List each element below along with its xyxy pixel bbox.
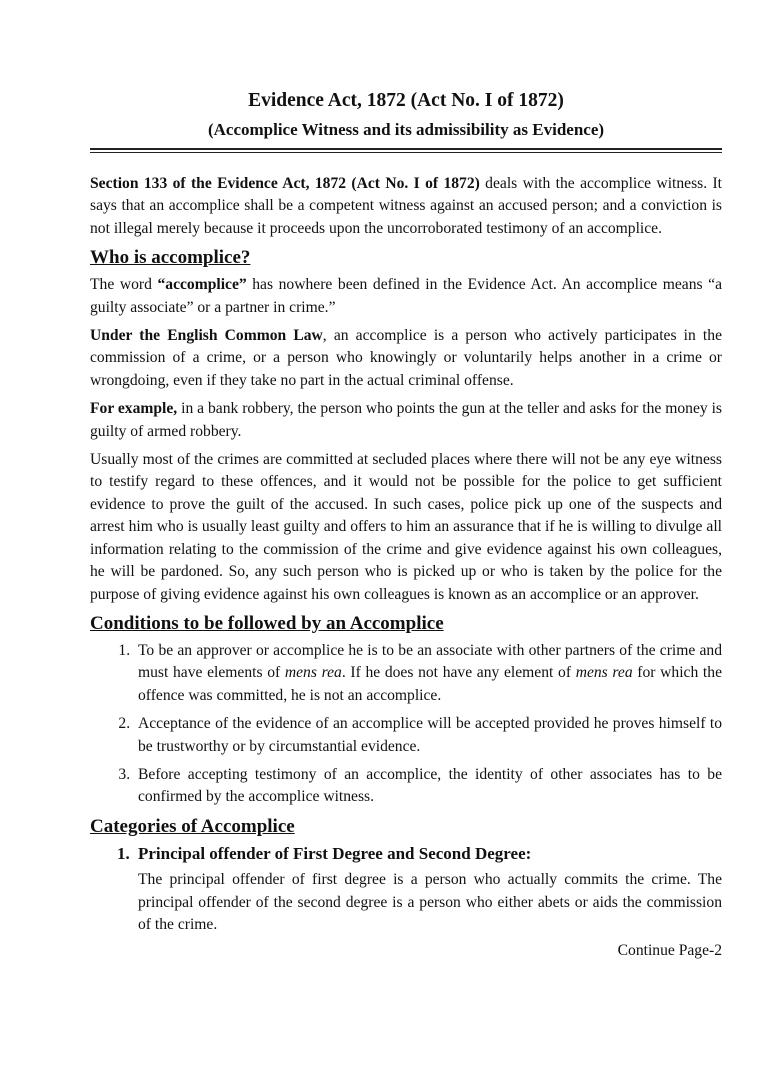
category-item: 1. Principal offender of First Degree and Second Degree: The principal offender of first degree is a person who actually commits the crime. The principal offender of the second degree is a person who either abets or aids the commission of the crime. <box>134 843 722 937</box>
example-paragraph: For example, in a bank robbery, the person who points the gun at the teller and asks for the money is guilty of armed robbery. <box>90 400 722 440</box>
continue-note: Continue Page-2 <box>617 942 722 960</box>
explanation-paragraph: Usually most of the crimes are committed at secluded places where there will not be any eye witness to testify regard to these offences, and it would not be possible for the police to get sufficient evidence to prove the guilt of the accused. In such cases, police pick up one of the suspects and arrest him who is usually least guilty and offers to him an assurance that if he is willing to divulge all information relating to the commission of the crime and give evidence against his own colleagues, he will be pardoned. So, any such person who is picked up or who is taken by the police for the purpose of giving evidence against his own colleagues is known as an accomplice or an approver. <box>90 451 722 603</box>
document-subtitle: (Accomplice Witness and its admissibility as Evidence) <box>207 120 605 139</box>
condition-item: 1. To be an approver or accomplice he is to be an associate with other partners of the crime and must have elements of mens rea. If he does not have any element of mens rea for which the offence was committed, he is not an accomplice. <box>134 640 722 707</box>
categories-list <box>90 843 722 937</box>
conditions-list <box>90 640 722 809</box>
double-divider <box>90 148 722 153</box>
intro-paragraph: Section 133 of the Evidence Act, 1872 (Act No. I of 1872) deals with the accomplice witness. It says that an accomplice shall be a competent witness against an accused person; and a conviction is not illegal merely because it proceeds upon the uncorroborated testimony of an accomplice. <box>90 175 722 237</box>
common-law-paragraph: Under the English Common Law, an accomplice is a person who actively participates in the commission of a crime, or a person who knowingly or voluntarily helps another in a crime or wrongdoing, even if they take no part in the actual criminal offense. <box>90 327 722 389</box>
heading-who-is-accomplice: Who is accomplice? <box>90 247 251 269</box>
condition-item: 2. Acceptance of the evidence of an accomplice will be accepted provided he proves himself to be trustworthy or by circumstantial evidence. <box>134 713 722 758</box>
heading-conditions: Conditions to be followed by an Accomplice <box>90 612 444 634</box>
document-title: Evidence Act, 1872 (Act No. I of 1872) <box>248 90 564 111</box>
definition-paragraph: The word “accomplice” has nowhere been defined in the Evidence Act. An accomplice means “a guilty associate” or a partner in crime.” <box>90 276 722 316</box>
condition-item: 3. Before accepting testimony of an accomplice, the identity of other associates has to be confirmed by the accomplice witness. <box>134 764 722 809</box>
heading-categories: Categories of Accomplice <box>90 815 295 837</box>
category-body: The principal offender of first degree is a person who actually commits the crime. The principal offender of the second degree is a person who either abets or aids the commission of the crime. <box>138 871 722 933</box>
